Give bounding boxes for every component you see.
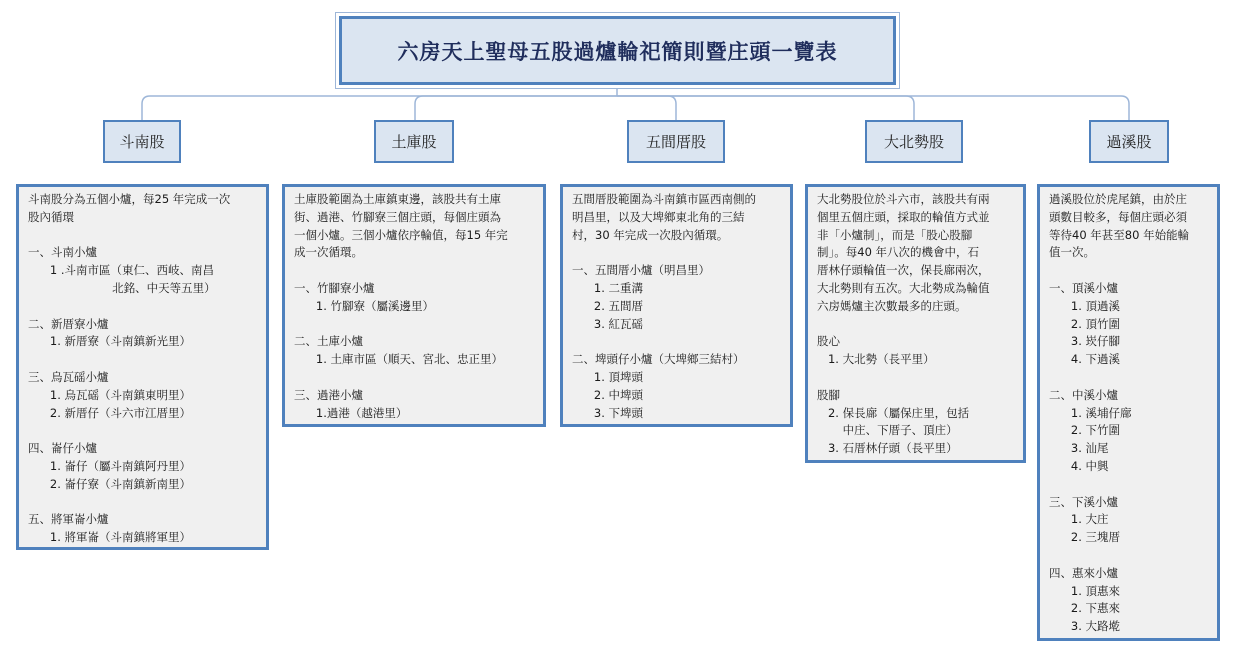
detail-line: 二、中溪小爐 bbox=[1049, 387, 1118, 402]
detail-line: 中庄、下厝子、頂庄） bbox=[817, 423, 958, 438]
detail-line bbox=[1049, 547, 1211, 565]
detail-line: 1.過港（越港里） bbox=[294, 405, 408, 420]
detail-line: 1 .斗南市區（東仁、西岐、南昌 bbox=[28, 263, 215, 278]
connector-branch-3 bbox=[617, 96, 676, 120]
chart-title: 六房天上聖母五股過爐輪祀簡則暨庄頭一覽表 bbox=[397, 39, 838, 64]
detail-line bbox=[1049, 476, 1211, 494]
detail-line bbox=[817, 369, 1017, 387]
detail-line: 4. 中興 bbox=[1049, 458, 1109, 473]
detail-line bbox=[1049, 369, 1211, 387]
detail-line bbox=[28, 422, 260, 440]
detail-line: 土庫股範圍為土庫鎮東邊，該股共有土庫 bbox=[294, 192, 501, 206]
detail-line: 厝林仔頭輪值一次，保長廍兩次， bbox=[817, 263, 990, 278]
detail-line: 大北勢則有五次。大北勢成為輪值 bbox=[817, 280, 990, 295]
branch-box-tuku bbox=[374, 120, 454, 163]
detail-line: 三、烏瓦磘小爐 bbox=[28, 369, 109, 384]
branch-label: 斗南股 bbox=[119, 133, 165, 151]
detail-line: 股內循環 bbox=[28, 209, 74, 224]
detail-line: 3. 石厝林仔頭（長平里） bbox=[817, 441, 958, 456]
detail-line bbox=[817, 316, 1017, 334]
detail-line: 2. 下竹圍 bbox=[1049, 423, 1121, 438]
detail-line: 1. 溪埔仔廍 bbox=[1049, 405, 1132, 420]
detail-line: 3. 下埤頭 bbox=[572, 405, 644, 420]
detail-line: 二、埤頭仔小爐（大埤鄉三結村） bbox=[572, 352, 745, 367]
connector-branch-4 bbox=[617, 96, 914, 120]
detail-line: 2. 新厝仔（斗六市江厝里） bbox=[28, 405, 192, 420]
branch-detail-dounan bbox=[16, 184, 269, 550]
detail-line bbox=[294, 316, 537, 334]
detail-line: 斗南股分為五個小爐，每25 年完成一次 bbox=[28, 192, 231, 206]
detail-line: 五間厝股範圍為斗南鎮市區西南側的 bbox=[572, 192, 756, 206]
connector-branch-5 bbox=[617, 96, 1129, 120]
detail-line: 1. 頂過溪 bbox=[1049, 298, 1121, 313]
detail-line: 1. 大庄 bbox=[1049, 512, 1109, 527]
detail-line: 北銘、中天等五里） bbox=[28, 280, 216, 295]
detail-line bbox=[294, 262, 537, 280]
detail-line: 4. 下過溪 bbox=[1049, 352, 1121, 367]
branch-box-dabeishi bbox=[865, 120, 963, 163]
detail-line bbox=[294, 369, 537, 387]
detail-line bbox=[28, 351, 260, 369]
connector-branch-1 bbox=[142, 96, 617, 120]
detail-line: 2. 下惠來 bbox=[1049, 601, 1121, 616]
detail-line: 頭數目較多，每個庄頭必須 bbox=[1049, 209, 1187, 224]
detail-line: 2. 五間厝 bbox=[572, 298, 644, 313]
detail-line: 四、惠來小爐 bbox=[1049, 565, 1118, 580]
branch-label: 土庫股 bbox=[391, 133, 437, 151]
branch-label: 五間厝股 bbox=[645, 133, 706, 151]
detail-line: 非「小爐制」，而是「股心股腳 bbox=[817, 227, 973, 242]
detail-line: 村，30 年完成一次股內循環。 bbox=[572, 227, 729, 242]
detail-line: 一、五間厝小爐（明昌里） bbox=[572, 263, 710, 278]
detail-line: 六房媽爐主次數最多的庄頭。 bbox=[817, 298, 967, 313]
detail-line: 二、土庫小爐 bbox=[294, 334, 363, 349]
branch-box-wujiancuo bbox=[627, 120, 725, 163]
detail-line: 1. 頂埤頭 bbox=[572, 369, 644, 384]
detail-line: 2. 三塊厝 bbox=[1049, 530, 1121, 545]
detail-line bbox=[572, 244, 784, 262]
branch-box-guoxi bbox=[1089, 120, 1169, 163]
detail-line: 1. 竹腳寮（屬溪邊里） bbox=[294, 298, 435, 313]
connector-branch-2 bbox=[415, 96, 617, 120]
detail-line: 二、新厝寮小爐 bbox=[28, 316, 109, 331]
detail-line: 三、過港小爐 bbox=[294, 387, 363, 402]
detail-line: 2. 保長廍（屬保庄里，包括 bbox=[817, 405, 970, 420]
branch-detail-tuku bbox=[282, 184, 546, 427]
detail-line: 2. 崙仔寮（斗南鎮新南里） bbox=[28, 476, 192, 491]
branch-label: 過溪股 bbox=[1106, 133, 1152, 151]
detail-line: 三、下溪小爐 bbox=[1049, 494, 1118, 509]
detail-line: 過溪股位於虎尾鎮，由於庄 bbox=[1049, 192, 1187, 206]
detail-line: 個里五個庄頭，採取的輪值方式並 bbox=[817, 209, 990, 224]
detail-line: 成一次循環。 bbox=[294, 245, 363, 260]
branch-label: 大北勢股 bbox=[883, 133, 944, 151]
detail-line: 五、將軍崙小爐 bbox=[28, 512, 109, 527]
detail-line: 一、竹腳寮小爐 bbox=[294, 280, 375, 295]
detail-line: 1. 新厝寮（斗南鎮新光里） bbox=[28, 334, 192, 349]
detail-line: 股腳 bbox=[817, 387, 840, 402]
detail-line: 3. 紅瓦磘 bbox=[572, 316, 644, 331]
detail-line bbox=[28, 227, 260, 245]
detail-line: 1. 崙仔（屬斗南鎮阿丹里） bbox=[28, 458, 192, 473]
detail-line: 一、斗南小爐 bbox=[28, 245, 97, 260]
detail-line: 一個小爐。三個小爐依序輪值，每15 年完 bbox=[294, 227, 508, 242]
detail-line: 1. 頂惠來 bbox=[1049, 583, 1121, 598]
detail-line: 等待40 年甚至80 年始能輪 bbox=[1049, 227, 1190, 242]
detail-line: 街、過港、竹腳寮三個庄頭，每個庄頭為 bbox=[294, 209, 501, 224]
detail-line: 四、崙仔小爐 bbox=[28, 441, 97, 456]
detail-line: 1. 烏瓦磘（斗南鎮東明里） bbox=[28, 387, 192, 402]
detail-line: 一、頂溪小爐 bbox=[1049, 280, 1118, 295]
detail-line: 1. 大北勢（長平里） bbox=[817, 352, 935, 367]
detail-line: 2. 中埤頭 bbox=[572, 387, 644, 402]
detail-line: 3. 崁仔腳 bbox=[1049, 334, 1121, 349]
detail-line bbox=[28, 298, 260, 316]
branch-detail-guoxi bbox=[1037, 184, 1220, 641]
detail-line bbox=[1049, 262, 1211, 280]
detail-line: 1. 將軍崙（斗南鎮將軍里） bbox=[28, 530, 192, 545]
detail-line: 3. 汕尾 bbox=[1049, 441, 1109, 456]
detail-line: 明昌里，以及大埤鄉東北角的三結 bbox=[572, 209, 745, 224]
detail-line: 1. 二重溝 bbox=[572, 280, 644, 295]
detail-line: 制」。每40 年八次的機會中，石 bbox=[817, 245, 980, 260]
detail-line: 大北勢股位於斗六市，該股共有兩 bbox=[817, 192, 990, 206]
detail-line: 3. 大路墘 bbox=[1049, 619, 1121, 634]
detail-line bbox=[28, 494, 260, 512]
branch-box-dounan bbox=[103, 120, 181, 163]
chart-title-box bbox=[339, 16, 896, 85]
detail-line: 2. 頂竹圍 bbox=[1049, 316, 1121, 331]
detail-line: 1. 土庫市區（順天、宮北、忠正里） bbox=[294, 352, 504, 367]
branch-detail-dabeishi bbox=[805, 184, 1026, 463]
branch-detail-wujiancuo bbox=[560, 184, 793, 427]
detail-line: 值一次。 bbox=[1049, 245, 1095, 260]
detail-line: 股心 bbox=[817, 334, 840, 349]
detail-line bbox=[572, 333, 784, 351]
